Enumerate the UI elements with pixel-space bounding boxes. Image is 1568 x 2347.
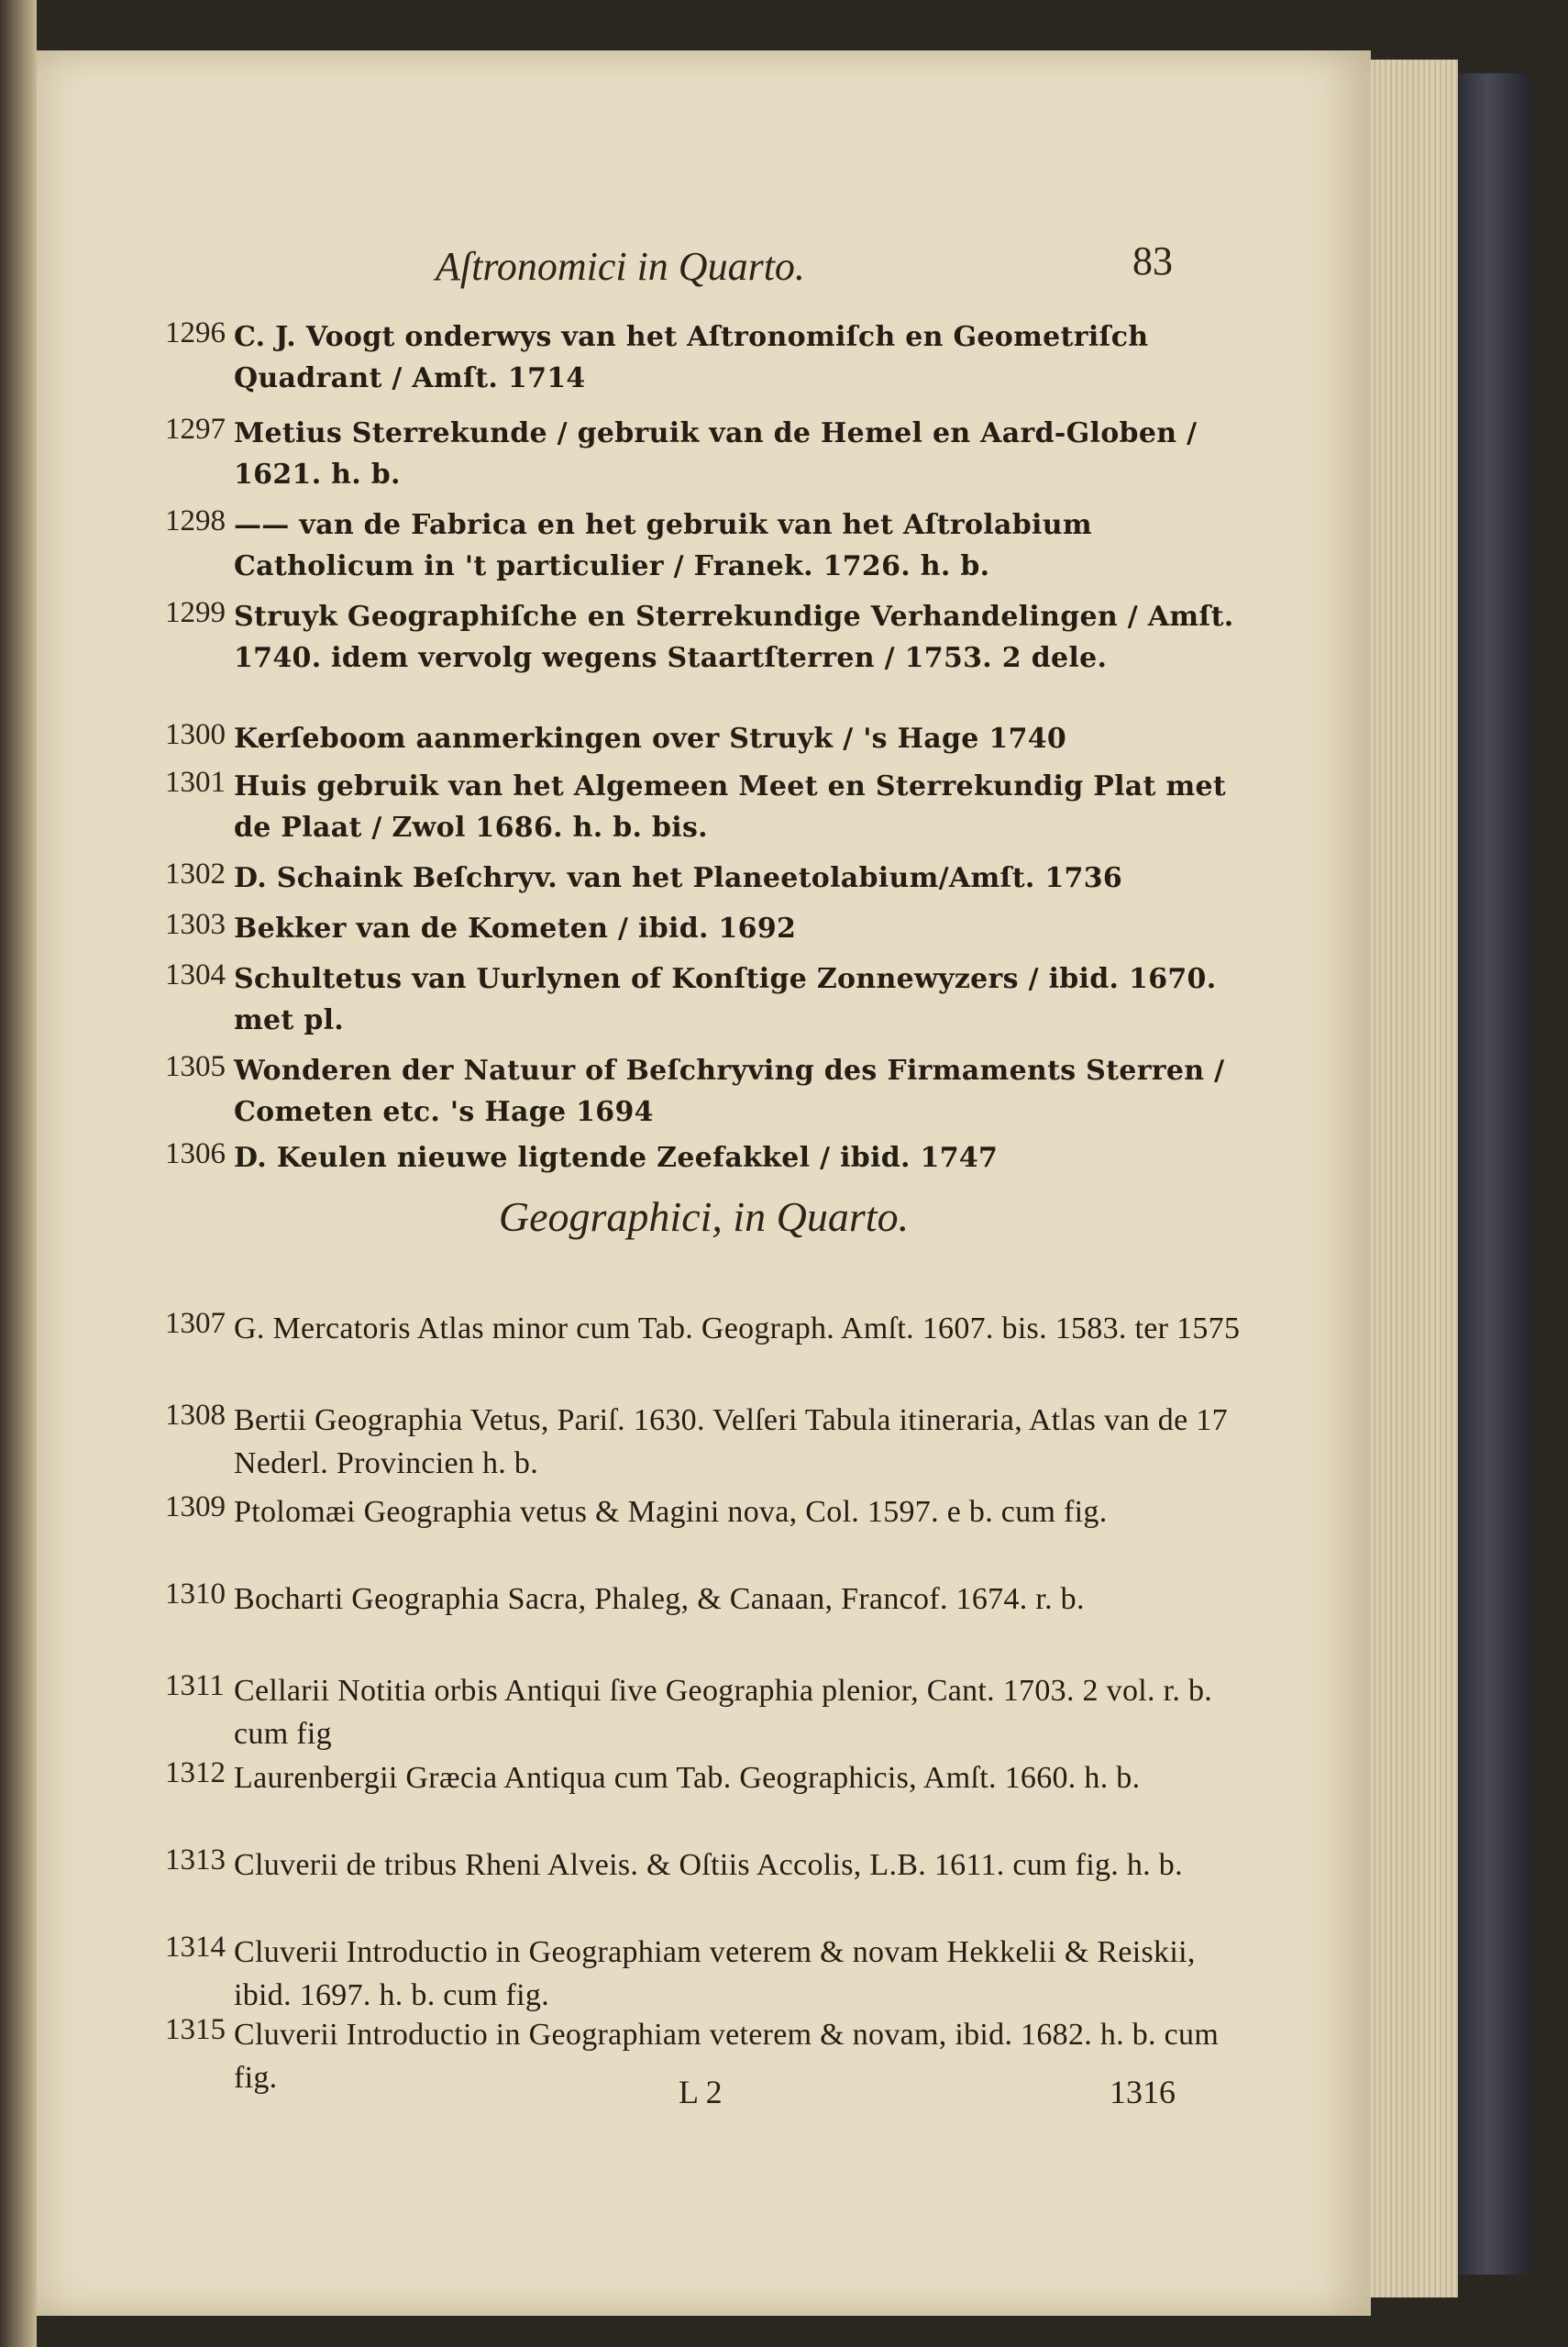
entry-text: Cellarii Notitia orbis Antiqui ſive Geographia plenior, Cant. 1703. 2 vol. r. b. cum fig [234, 1674, 1213, 1751]
entry-number: 1307 [165, 1307, 226, 1340]
entry-number: 1313 [165, 1843, 226, 1876]
entry-number: 1304 [165, 958, 226, 991]
entry-number: 1303 [165, 908, 226, 941]
entry-number: 1301 [165, 766, 226, 799]
entry-number: 1314 [165, 1931, 226, 1964]
entry-text: Cluverii Introductio in Geographiam veterem & novam, ibid. 1682. h. b. cum fig. [234, 2018, 1220, 2095]
catchword: 1316 [1110, 2074, 1176, 2110]
entry-text: Bekker van de Kometen / ibid. 1692 [234, 913, 797, 945]
entry-number: 1312 [165, 1756, 226, 1789]
book-cover [1458, 73, 1531, 2275]
entry-text: Struyk Geographiſche en Sterrekundige Verhandelingen / Amſt. 1740. idem vervolg wegens Staartſterren / 1753. 2 dele. [234, 601, 1234, 674]
entry-number: 1300 [165, 718, 226, 751]
entry-text: Huis gebruik van het Algemeen Meet en Sterrekundig Plat met de Plaat / Zwol 1686. h. b. bis. [234, 770, 1227, 844]
entry-number: 1297 [165, 413, 226, 446]
entry-text: Laurenbergii Græcia Antiqua cum Tab. Geographicis, Amſt. 1660. h. b. [234, 1761, 1141, 1795]
entry-number: 1308 [165, 1399, 226, 1432]
signature-mark: L 2 [679, 2074, 723, 2110]
page-number: 83 [1132, 238, 1173, 283]
entry-text: Kerſeboom aanmerkingen over Struyk / 's Hage 1740 [234, 723, 1067, 755]
book-page [37, 50, 1371, 2316]
entry-text: Schultetus van Uurlynen of Konſtige Zonnewyzers / ibid. 1670. met pl. [234, 963, 1217, 1036]
entry-number: 1315 [165, 2013, 226, 2046]
entry-text: C. J. Voogt onderwys van het Aſtronomiſch en Geometriſch Quadrant / Amſt. 1714 [234, 321, 1149, 394]
entry-text: Wonderen der Natuur of Beſchryving des Firmaments Sterren / Cometen etc. 's Hage 1694 [234, 1055, 1225, 1128]
entry-text: G. Mercatoris Atlas minor cum Tab. Geograph. Amſt. 1607. bis. 1583. ter 1575 [234, 1312, 1241, 1345]
entry-text: —— van de Fabrica en het gebruik van het Aſtrolabium Catholicum in 't particulier / Franek. 1726. h. b. [234, 509, 1092, 582]
running-title: Aſtronomici in Quarto. [436, 244, 805, 289]
page-header [37, 238, 1371, 298]
entry-number: 1302 [165, 858, 226, 891]
entry-number: 1309 [165, 1490, 226, 1523]
entry-text: Metius Sterrekunde / gebruik van de Hemel en Aard-Globen / 1621. h. b. [234, 417, 1198, 491]
entry-number: 1305 [165, 1050, 226, 1083]
entry-text: D. Keulen nieuwe ligtende Zeefakkel / ibid. 1747 [234, 1142, 999, 1174]
entry-text: Bocharti Geographia Sacra, Phaleg, & Canaan, Francof. 1674. r. b. [234, 1582, 1085, 1616]
entry-number: 1298 [165, 504, 226, 537]
entry-number: 1311 [165, 1669, 225, 1702]
entry-text: Bertii Geographia Vetus, Pariſ. 1630. Velſeri Tabula itineraria, Atlas van de 17 Nederl. Provincien h. b. [234, 1403, 1228, 1480]
entry-number: 1306 [165, 1137, 226, 1170]
entry-text: Cluverii de tribus Rheni Alveis. & Oſtiis Accolis, L.B. 1611. cum fig. h. b. [234, 1848, 1183, 1882]
entry-text: D. Schaink Beſchryv. van het Planeetolabium/Amſt. 1736 [234, 862, 1123, 894]
entry-number: 1310 [165, 1578, 226, 1611]
entry-text: Cluverii Introductio in Geographiam veterem & novam Hekkelii & Reiskii, ibid. 1697. h. b. cum fig. [234, 1935, 1196, 2012]
entry-number: 1299 [165, 596, 226, 629]
binding-edge-left [0, 0, 37, 2347]
page-edges [1371, 60, 1458, 2297]
section-title: Geographici, in Quarto. [498, 1193, 910, 1240]
entry-number: 1296 [165, 316, 226, 349]
entry-text: Ptolomæi Geographia vetus & Magini nova, Col. 1597. e b. cum fig. [234, 1495, 1108, 1529]
